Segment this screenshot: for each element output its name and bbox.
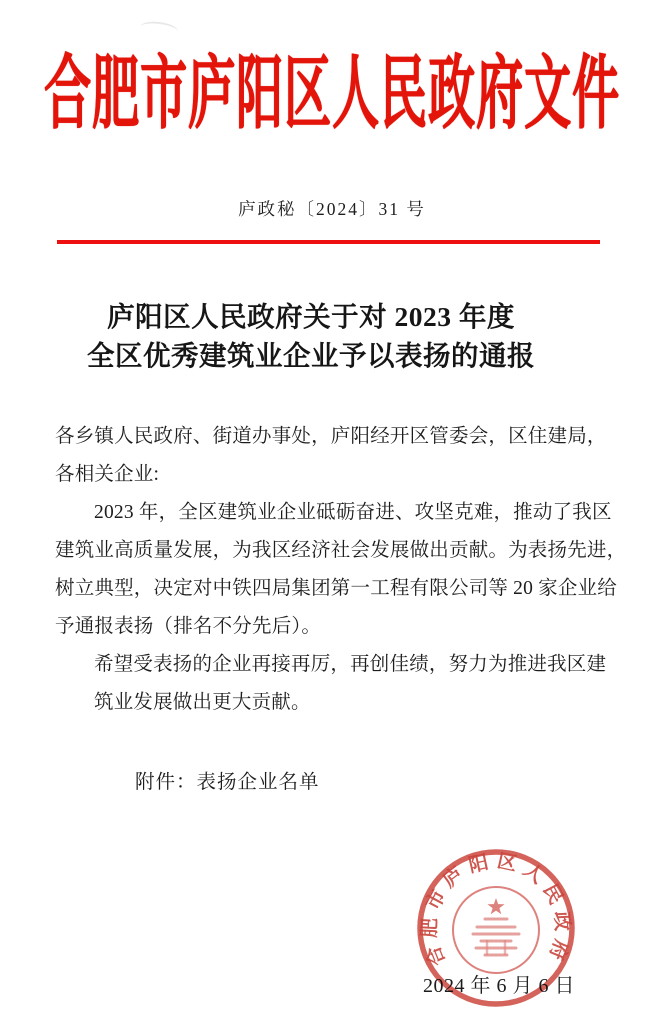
emblem-star-icon [487,898,504,914]
body-line: 各相关企业: [55,464,160,485]
body-line: 筑业发展做出更大贡献。 [94,692,311,713]
body-line: 2023 年，全区建筑业企业砥砺奋进、攻坚克难，推动了我区 [94,502,612,523]
emblem-building-icon [473,919,519,955]
official-seal [414,846,578,1010]
body-line: 各乡镇人民政府、街道办事处，庐阳经开区管委会，区住建局， [55,426,607,447]
national-emblem-icon [453,887,539,973]
attachment-line: 附件：表扬企业名单 [135,772,320,793]
document-title [0,297,622,375]
letterhead [0,43,664,140]
seal-arc-text: 合肥市庐阳区人民政府 [419,850,573,969]
letterhead-title: 合肥市庐阳区人民政府文件 [44,50,620,140]
body-line: 树立典型，决定对中铁四局集团第一工程有限公司等 20 家企业给 [55,578,617,599]
body-line: 建筑业高质量发展，为我区经济社会发展做出贡献。为表扬先进， [55,540,627,561]
document-body [55,418,625,722]
body-line: 予通报表扬（排名不分先后）。 [55,616,322,637]
document-number: 庐政秘〔2024〕31 号 [238,199,426,219]
document-title-line-1: 庐阳区人民政府关于对 2023 年度 [107,301,515,332]
document-title-line-2: 全区优秀建筑业企业予以表扬的通报 [87,340,535,371]
red-divider-rule [57,240,600,244]
body-line: 希望受表扬的企业再接再厉，再创佳绩，努力为推进我区建 [94,654,607,675]
document-date: 2024 年 6 月 6 日 [423,975,575,997]
